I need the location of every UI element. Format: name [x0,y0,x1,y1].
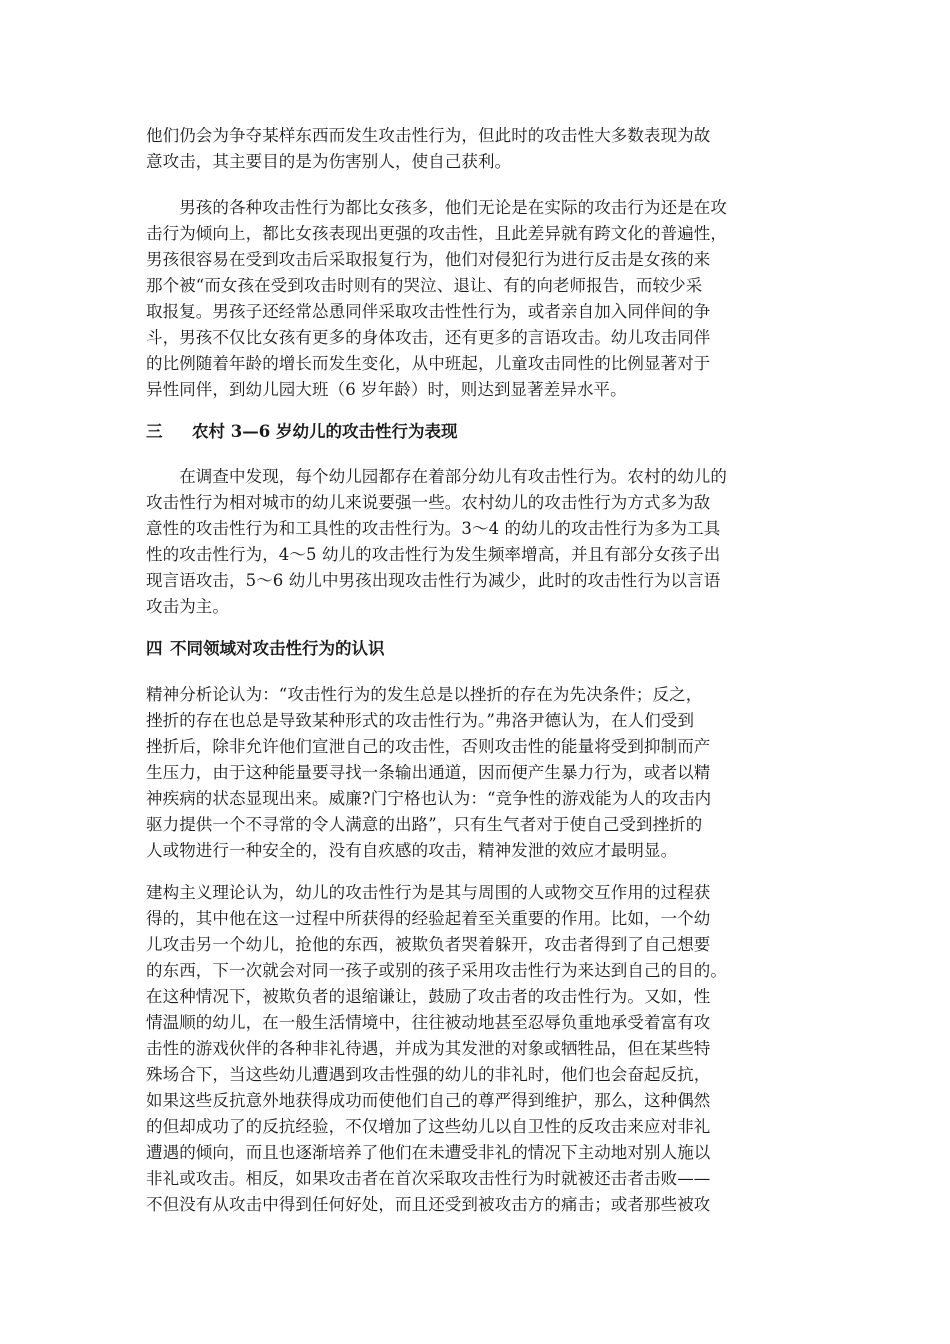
text-line: 男孩很容易在受到攻击后采取报复行为，他们对侵犯行为进行反击是女孩的来 [146,250,711,269]
text-line: 击行为倾向上，都比女孩表现出更强的攻击性，且此差异就有跨文化的普遍性， [146,224,727,243]
text-line: 性的攻击性行为，4～5 幼儿的攻击性行为发生频率增高，并且有部分女孩子出 [146,545,721,564]
text-line: 的东西，下一次就会对同一孩子或别的孩子采用攻击性行为来达到自己的目的。 [146,961,727,980]
text-line: 得的，其中他在这一过程中所获得的经验起着至关重要的作用。比如，一个幼 [146,909,711,928]
text-line: 攻击性行为相对城市的幼儿来说要强一些。农村幼儿的攻击性行为方式多为敌 [146,493,711,512]
text-line: 他们仍会为争夺某样东西而发生攻击性行为，但此时的攻击性大多数表现为故 [146,126,711,145]
text-line: 在调查中发现，每个幼儿园都存在着部分幼儿有攻击性行为。农村的幼儿的 [146,467,727,486]
text-line: 建构主义理论认为，幼儿的攻击性行为是其与周围的人或物交互作用的过程获 [146,883,711,902]
text-line: 精神分析论认为：“攻击性行为的发生总是以挫折的存在为先决条件；反之， [146,685,703,704]
text-line: 异性同伴，到幼儿园大班（6 岁年龄）时，则达到显著差异水平。 [146,380,627,399]
text-line: 驱力提供一个不寻常的令人满意的出路”，只有生气者对于使自己受到挫折的 [146,815,703,834]
text-line: 斗，男孩不仅比女孩有更多的身体攻击，还有更多的言语攻击。幼儿攻击同伴 [146,328,711,347]
text-line: 非礼或攻击。相反，如果攻击者在首次采取攻击性行为时就被还击者击败—— [146,1169,711,1188]
text-line: 神疾病的状态显现出来。威廉?门宁格也认为：“竞争性的游戏能为人的攻击内 [146,789,712,808]
text-line: 如果这些反抗意外地获得成功而使他们自己的尊严得到维护，那么，这种偶然 [146,1091,711,1110]
text-line: 殊场合下，当这些幼儿遭遇到攻击性强的幼儿的非礼时，他们也会奋起反抗， [146,1065,711,1084]
text-line: 儿攻击另一个幼儿，抢他的东西，被欺负者哭着躲开，攻击者得到了自己想要 [146,935,711,954]
section-number: 四 [146,639,163,658]
text-line: 击性的游戏伙伴的各种非礼待遇，并成为其发泄的对象或牺牲品，但在某些特 [146,1039,711,1058]
text-line: 意攻击，其主要目的是为伤害别人，使自己获利。 [146,152,512,171]
text-line: 挫折的存在也总是导致某种形式的攻击性行为。”弗洛尹德认为，在人们受到 [146,711,695,730]
text-line: 攻击为主。 [146,597,229,616]
text-line: 男孩的各种攻击性行为都比女孩多，他们无论是在实际的攻击行为还是在攻 [146,198,727,217]
paragraph-psychoanalytic-theory [146,682,806,864]
text-line: 不但没有从攻击中得到任何好处，而且还受到被攻击方的痛击；或者那些被攻 [146,1195,711,1214]
section-heading-4 [146,636,806,662]
text-line: 的比例随着年龄的增长而发生变化，从中班起，儿童攻击同性的比例显著对于 [146,354,711,373]
text-line: 取报复。男孩子还经常怂恿同伴采取攻击性性行为，或者亲自加入同伴间的争 [146,302,711,321]
text-line: 生压力，由于这种能量要寻找一条输出通道，因而便产生暴力行为，或者以精 [146,763,711,782]
text-line: 人或物进行一种安全的，没有自疚感的攻击，精神发泄的效应才最明显。 [146,841,678,860]
paragraph-constructivist-theory [146,880,806,1218]
text-line: 在这种情况下，被欺负者的退缩谦让，鼓励了攻击者的攻击性行为。又如，性 [146,987,711,1006]
text-line: 那个被“而女孩在受到攻击时则有的哭泣、退让、有的向老师报告，而较少采 [146,276,703,295]
text-line: 现言语攻击，5～6 幼儿中男孩出现攻击性行为减少，此时的攻击性行为以言语 [146,571,721,590]
section-title: 不同领域对攻击性行为的认识 [170,639,385,658]
section-heading-3 [146,419,806,445]
section-title: 农村 3—6 岁幼儿的攻击性行为表现 [192,422,458,441]
text-line: 遭遇的倾向，而且也逐渐培养了他们在未遭受非礼的情况下主动地对别人施以 [146,1143,711,1162]
paragraph-rural-findings [146,464,806,620]
text-line: 的但却成功了的反抗经验，不仅增加了这些幼儿以自卫性的反攻击来应对非礼 [146,1117,711,1136]
text-line: 意性的攻击性行为和工具性的攻击性行为。3～4 的幼儿的攻击性行为多为工具 [146,519,721,538]
text-line: 情温顺的幼儿，在一般生活情境中，往往被动地甚至忍辱负重地承受着富有攻 [146,1013,711,1032]
paragraph-gender-differences [146,195,806,403]
text-line: 挫折后，除非允许他们宣泄自己的攻击性，否则攻击性的能量将受到抑制而产 [146,737,711,756]
section-number: 三 [146,422,163,441]
paragraph-continuation [146,123,806,175]
